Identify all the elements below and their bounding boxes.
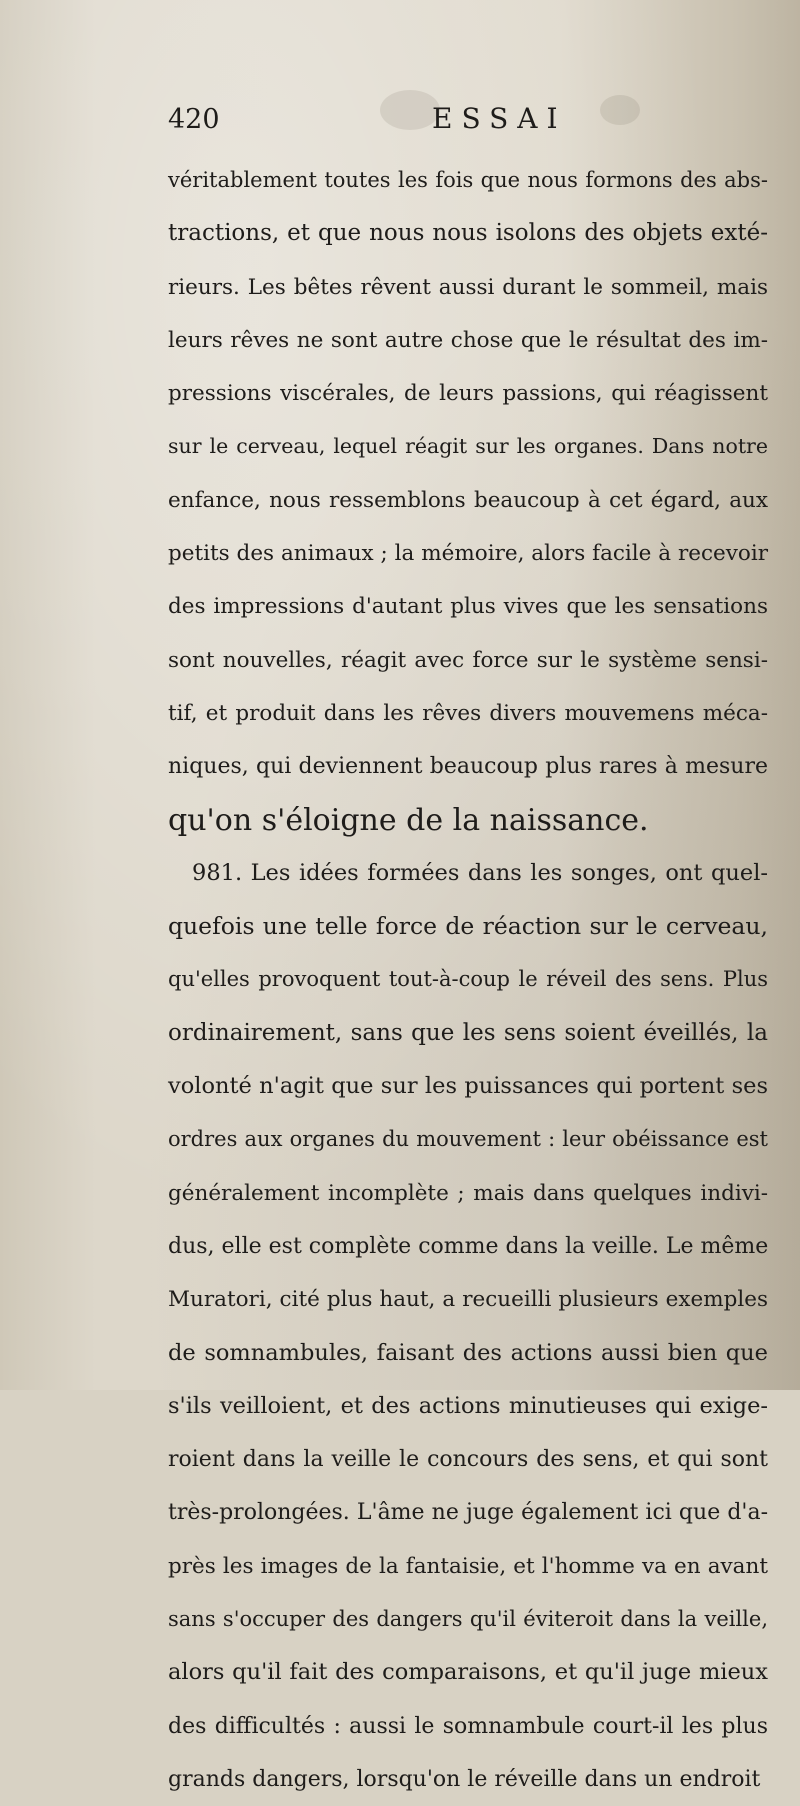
text-line: sur le cerveau, lequel réagit sur les organes. Dans notre <box>168 434 768 459</box>
text-line: grands dangers, lorsqu'on le réveille dans un endroit <box>168 1766 761 1792</box>
text-line: niques, qui deviennent beaucoup plus rares à mesure <box>168 754 768 780</box>
body-text <box>168 154 768 1806</box>
text-line: rieurs. Les bêtes rêvent aussi durant le sommeil, mais <box>168 274 768 300</box>
text-line: très-prolongées. L'âme ne juge également ici que d'a- <box>168 1500 768 1526</box>
text-line: roient dans la veille le concours des sens, et qui sont <box>168 1447 768 1473</box>
text-line: généralement incomplète ; mais dans quelques indivi- <box>168 1180 768 1206</box>
text-line: Muratori, cité plus haut, a recueilli plusieurs exemples <box>168 1287 768 1313</box>
text-line: véritablement toutes les fois que nous formons des abs- <box>168 168 768 192</box>
text-line: volonté n'agit que sur les puissances qui portent ses <box>168 1073 768 1100</box>
text-line: de somnambules, faisant des actions aussi bien que <box>168 1339 768 1366</box>
text-line: des difficultés : aussi le somnambule court-il les plus <box>168 1713 768 1739</box>
text-line: tif, et produit dans les rêves divers mouvemens méca- <box>168 700 768 726</box>
running-title: ESSAI <box>432 102 567 135</box>
text-line: qu'elles provoquent tout-à-coup le réveil des sens. Plus <box>168 967 768 992</box>
text-line: quefois une telle force de réaction sur le cerveau, <box>168 912 768 941</box>
text-line: 981. Les idées formées dans les songes, ont quel- <box>192 859 768 886</box>
text-line: leurs rêves ne sont autre chose que le résultat des im- <box>168 327 768 353</box>
text-line: s'ils veilloient, et des actions minutieuses qui exige- <box>168 1392 768 1419</box>
text-line: près les images de la fantaisie, et l'homme va en avant <box>168 1553 768 1579</box>
text-line: tractions, et que nous nous isolons des objets exté- <box>168 220 768 247</box>
text-line: petits des animaux ; la mémoire, alors facile à recevoir <box>168 541 768 567</box>
text-line: sans s'occuper des dangers qu'il éviteroit dans la veille, <box>168 1607 768 1632</box>
text-line: ordres aux organes du mouvement : leur obéissance est <box>168 1127 768 1152</box>
text-line: sont nouvelles, réagit avec force sur le système sensi- <box>168 647 768 673</box>
text-line: dus, elle est complète comme dans la veille. Le même <box>168 1233 769 1259</box>
text-line: ordinairement, sans que les sens soient éveillés, la <box>168 1019 768 1046</box>
page-header <box>168 100 768 144</box>
text-line: pressions viscérales, de leurs passions, qui réagissent <box>168 381 768 407</box>
text-line: qu'on s'éloigne de la naissance. <box>168 802 649 838</box>
text-line: enfance, nous ressemblons beaucoup à cet égard, aux <box>168 487 768 513</box>
text-line: alors qu'il fait des comparaisons, et qu'il juge mieux <box>168 1659 768 1686</box>
text-line: des impressions d'autant plus vives que les sensations <box>168 594 768 620</box>
page-number: 420 <box>168 104 220 135</box>
